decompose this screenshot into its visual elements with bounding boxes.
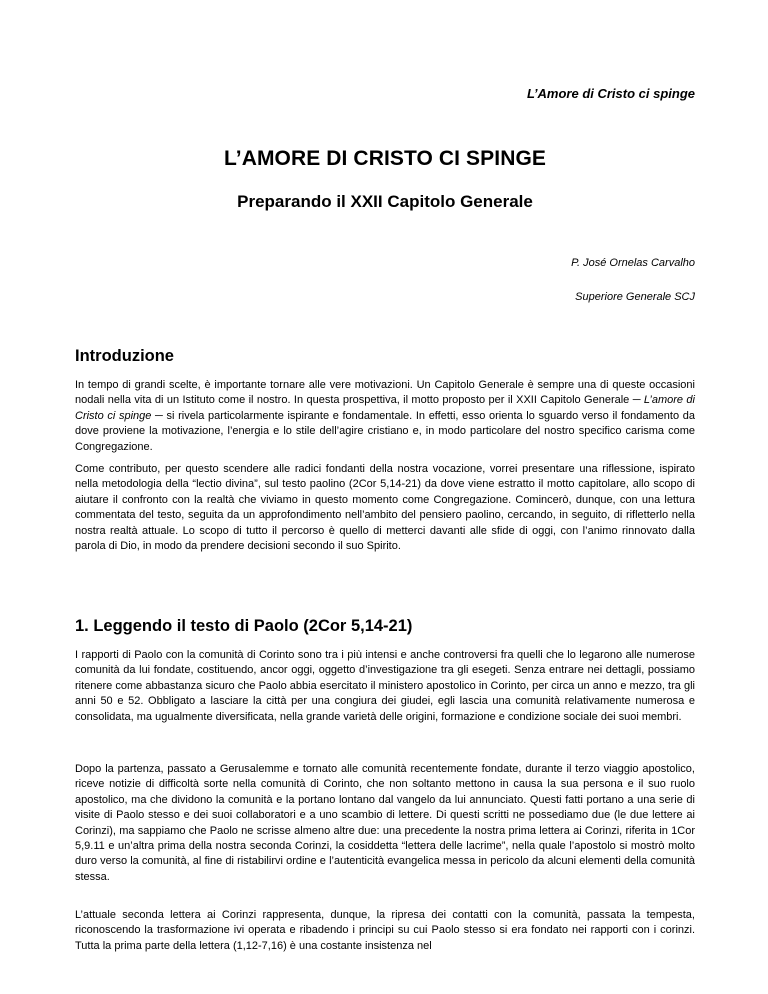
paragraph-text: ─ si rivela particolarmente ispirante e fondamentale. In effetti, esso orienta lo sguardo verso il fondamento da dove proviene la motivazione, l’energia e lo stile dell’agire cristiano e, in modo particolare del nostro specifico carisma come Congregazione.	[75, 409, 695, 453]
paragraph-intro-2: Come contributo, per questo scendere alle radici fondanti della nostra vocazione, vorrei presentare una riflessione, ispirato nella metodologia della “lectio divina”, sul testo paolino (2Cor 5,14-21) da dove viene estratto il motto capitolare, allo scopo di aiutare il confronto con la realtà che viviamo in questo momento come Congregazione. Comincerò, dunque, con una lettura commentata del testo, seguita da un approfondimento nell’ambito del pensiero paolino, cercando, in seguito, di rifletterlo nella nostra realtà attuale. Lo scopo di tutto il percorso è quello di metterci davanti alle sfide di oggi, con l’animo rinnovato dalla parola di Dio, in modo da prendere decisioni secondo il suo Spirito.	[75, 463, 695, 553]
document-subtitle: Preparando il XXII Capitolo Generale	[237, 192, 533, 211]
paragraph-section1-1: I rapporti di Paolo con la comunità di Corinto sono tra i più intensi e anche controversi fra quelli che lo legarono alle numerose comunità da lui fondate, costituendo, ancor oggi, oggetto d’investigazione tra gli esegeti. Senza entrare nei dettagli, possiamo ritenere come abbastanza sicuro che Paolo abbia esercitato il ministero apostolico in Corinto, per circa un anno e mezzo, tra gli anni 50 e 52. Obbligato a lasciare la città per una congiura dei giudei, egli lascia una comunità relativamente numerosa e consolidata, ma ugualmente diversificata, nella grande varietà delle origini, formazione e condizione sociale dei suoi membri.	[75, 649, 695, 723]
section-heading-introduction: Introduzione	[75, 347, 174, 365]
paragraph-section1-2: Dopo la partenza, passato a Gerusalemme e tornato alle comunità recentemente fondate, durante il terzo viaggio apostolico, riceve notizie di difficoltà sorte nella comunità di Corinto, che non soltanto mettono in causa la sua persona e il suo ruolo apostolico, ma che dividono la comunità e la portano lontano dal vangelo da lui annunciato. Questi fatti portano a una serie di visite di Paolo stesso e dei suoi collaboratori e a uno scambio di lettere. Di questi scritti ne possediamo due (le due lettere ai Corinzi), ma sappiamo che Paolo ne scrisse almeno altre due: una precedente la nostra prima lettera ai Corinzi, riferita in 1Cor 5,9.11 e un’altra prima della nostra seconda Corinzi, la cosiddetta “lettera delle lacrime”, nella quale l’apostolo si mostrò molto duro verso la comunità, al fine di ristabilirvi ordine e l’autenticità evangelica messa in pericolo da alcuni elementi della comunità stessa.	[75, 763, 695, 883]
running-header: L’Amore di Cristo ci spinge	[526, 86, 695, 101]
paragraph-section1-3: L’attuale seconda lettera ai Corinzi rappresenta, dunque, la ripresa dei contatti con la comunità, passata la tempesta, riconoscendo la trasformazione ivi operata e ribadendo i principi su cui Paolo stesso si era fondato nei rapporti con i corinzi. Tutta la prima parte della lettera (1,12-7,16) è una costante insistenza nel	[75, 909, 695, 952]
paragraph-intro-1	[75, 378, 695, 455]
document-title: L’AMORE DI CRISTO CI SPINGE	[223, 147, 547, 170]
section-heading-1: 1. Leggendo il testo di Paolo (2Cor 5,14-21)	[75, 617, 413, 635]
author-name: P. José Ornelas Carvalho	[571, 257, 695, 269]
motto-text: L’amore di Cristo ci spinge	[75, 394, 695, 422]
author-role: Superiore Generale SCJ	[575, 291, 695, 303]
paragraph-text: In tempo di grandi scelte, è importante tornare alle vere motivazioni. Un Capitolo Generale è sempre una di queste occasioni nodali nella vita di un Istituto come il nostro. In questa prospettiva, il motto proposto per il XXII Capitolo Generale ─	[75, 379, 695, 407]
